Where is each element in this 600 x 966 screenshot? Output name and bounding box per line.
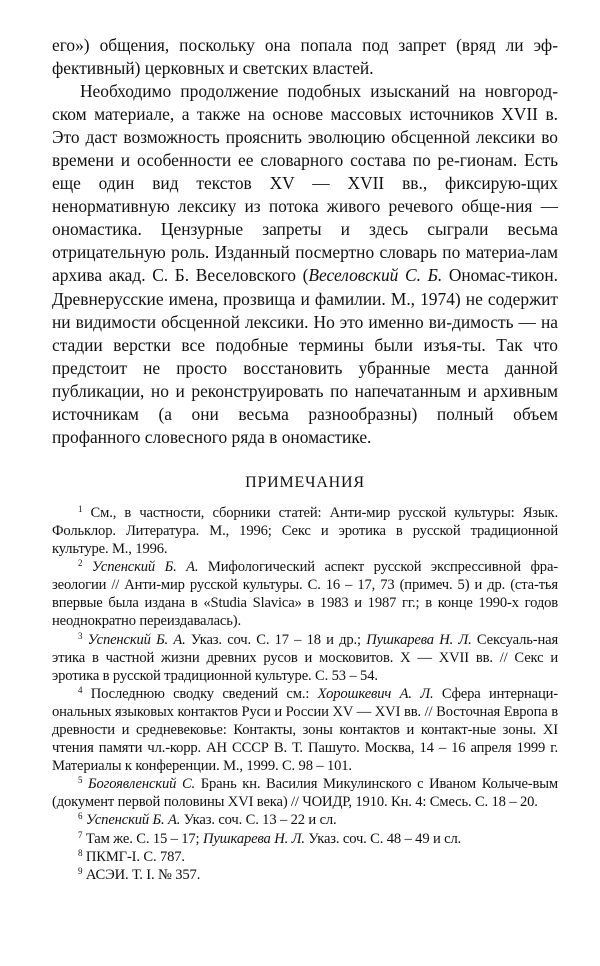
note-number: 3	[78, 630, 83, 641]
note-item: $^7$ Там же. С. 15 – 17; Пушкарева Н. Л. Указ. соч. С. 48 – 49 и сл.	[78, 829, 462, 847]
paragraph-main	[52, 80, 558, 449]
note-item: $^4$ Последнюю сводку сведений см.: Хорошкевич А. Л. Сфера интернаци-ональных языковых контактов Руси и России XV — XVI вв. // Восточная Европа в древности и средневековье: Контакты, зоны контактов и контакт-ные зоны. XI чтения памяти чл.-корр. АН СССР В. Т. Пашуто. Москва, 14 – 16 апреля 1999 г. Материалы к конференции. М., 1999. С. 98 – 101.	[52, 684, 559, 775]
note-item: $^5$ Богоявленский С. Брань кн. Василия Микулинского с Иваном Колыче-вым (документ первой половины XVI века) // ЧОИДР, 1910. Кн. 4: Смесь. С. 18 – 20.	[52, 775, 559, 811]
paragraph-part: Ономас-тикон. Древнерусские имена, прозвища и фамилии. М., 1974) не содержит ни видимости обсценной лексики. Но это именно ви-димость — на стадии верстки все подобные термины были изъя-ты. Так что предстоит не просто восстановить убранные места данной публикации, но и реконструировать по напечатанным и архивным источникам (а они весьма разнообразны) полный объем профанного словесного ряда в ономастике.	[52, 265, 558, 447]
note-item: $^6$ Успенский Б. А. Указ. соч. С. 13 – 22 и сл.	[78, 811, 337, 829]
note-item: $^1$ См., в частности, сборники статей: Анти-мир русской культуры: Язык. Фольклор. Литература. М., 1996; Секс и эротика в русской традиционной культуре. М., 1996.	[52, 503, 558, 558]
note-item: $^8$ ПКМГ-I. С. 787.	[78, 847, 185, 865]
note-number: 1	[78, 503, 83, 514]
note-number: 9	[78, 865, 83, 876]
paragraph-part: Необходимо продолжение подобных изысканий на новгород-ском материале, а также на основе массовых источников XVII в. Это даст возможность прояснить эволюцию обсценной лексики во времени и особенности ее словарного состава по ре-гионам. Есть еще один вид текстов XV — XVII вв., фиксирую-щих ненормативную лексику из потока живого речевого обще-ния — ономастика. Цензурные запреты и здесь сыграли весьма отрицательную роль. Изданный посмертно словарь по материа-лам архива акад. С. Б. Веселовского (	[52, 81, 558, 286]
note-item: $^3$ Успенский Б. А. Указ. соч. С. 17 – 18 и др.; Пушкарева Н. Л. Сексуаль-ная этика в частной жизни древних русов и московитов. X — XVII вв. // Секс и эротика в русской традиционной культуре. С. 53 – 54.	[52, 630, 559, 684]
main-text	[52, 34, 558, 449]
note-number: 6	[78, 811, 83, 822]
notes-list	[52, 504, 558, 884]
note-number: 5	[78, 775, 83, 786]
note-item: $^9$ АСЭИ. Т. I. № 357.	[78, 865, 201, 883]
note-item: $^2$ Успенский Б. А. Мифологический аспект русской экспрессивной фра-зеологии // Анти-мир русской культуры. С. 16 – 17, 73 (примеч. 5) и др. (ста-тья впервые была издана в «Studia Slavica» в 1983 и 1987 гг.; в конце 1990-х годов неоднократно переиздавалась).	[52, 558, 558, 630]
note-number: 2	[78, 558, 83, 569]
note-number: 7	[78, 829, 83, 840]
book-page	[52, 34, 558, 884]
note-number: 4	[78, 684, 83, 695]
paragraph-continuation: его») общения, поскольку она попала под запрет (вряд ли эф-фективный) церковных и светских властей.	[52, 35, 558, 79]
notes-heading: ПРИМЕЧАНИЯ	[245, 473, 365, 491]
note-number: 8	[78, 847, 83, 858]
citation-author: Веселовский С. Б.	[308, 265, 443, 286]
